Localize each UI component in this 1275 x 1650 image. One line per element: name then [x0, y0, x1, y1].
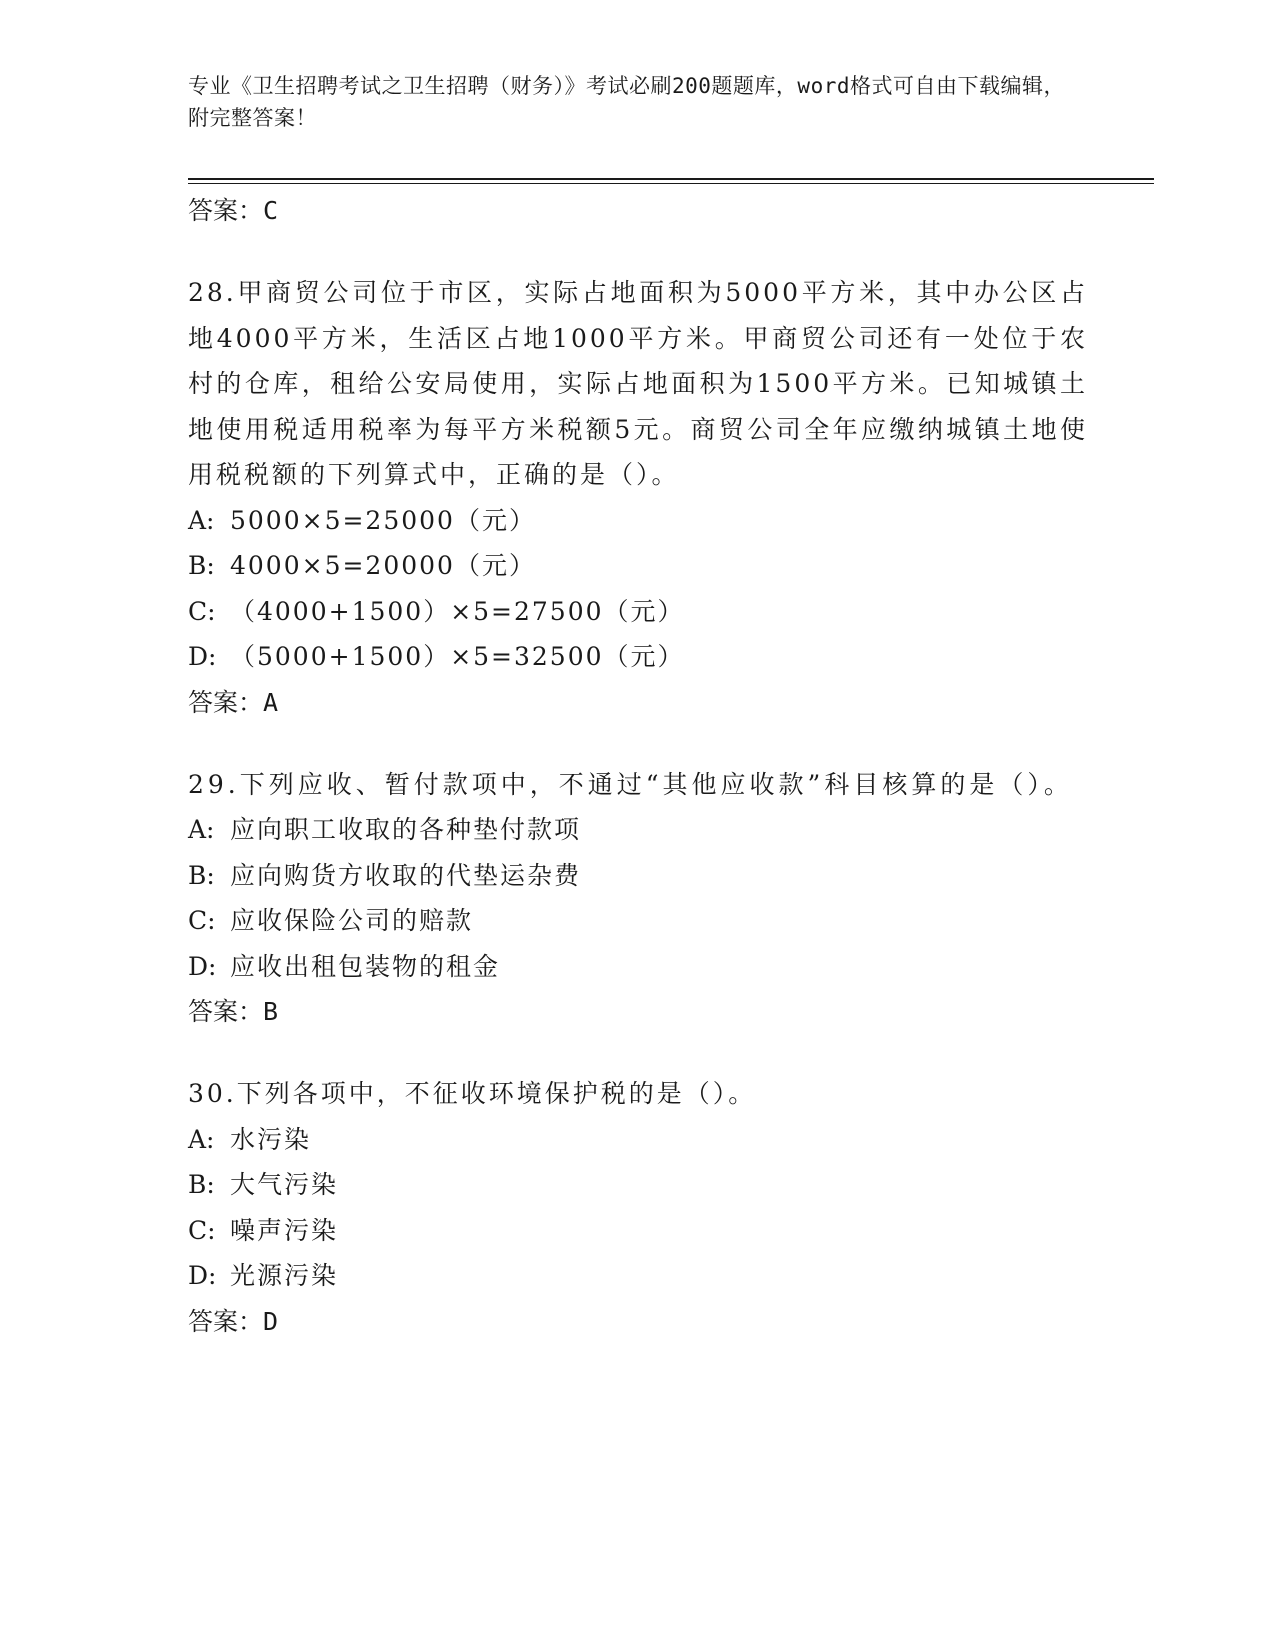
option-text: 噪声污染 [230, 1215, 339, 1245]
option-text: 应收出租包装物的租金 [230, 951, 501, 981]
option-text: 水污染 [230, 1124, 312, 1154]
prev-answer: 答案：C [188, 196, 279, 225]
question-30 [188, 1071, 1088, 1345]
option-text: 大气污染 [230, 1170, 339, 1199]
option-text: 应收保险公司的赔款 [230, 906, 474, 935]
option-c [188, 589, 1088, 635]
option-label: C: [188, 906, 216, 935]
option-label: B: [188, 1170, 215, 1199]
header-rule-thin [188, 183, 1154, 184]
option-label: D: [188, 642, 217, 671]
option-label: D: [188, 1261, 217, 1290]
option-label: B: [188, 551, 215, 580]
question-29 [188, 762, 1088, 1036]
option-label: C: [188, 1215, 216, 1245]
page-header: 专业《卫生招聘考试之卫生招聘（财务）》考试必刷200题题库，word格式可自由下载编辑，附完整答案！ [188, 74, 1065, 130]
option-c [188, 898, 1088, 944]
option-label: D: [188, 951, 217, 981]
option-label: C: [188, 596, 216, 626]
question-list [188, 188, 1088, 1345]
option-label: A: [188, 1124, 215, 1154]
option-c [188, 1208, 1088, 1254]
option-d [188, 1253, 1088, 1299]
question-stem: 30.下列各项中，不征收环境保护税的是（）。 [188, 1079, 757, 1108]
option-d [188, 634, 1088, 680]
option-b [188, 853, 1088, 899]
question-stem: 29.下列应收、暂付款项中，不通过“其他应收款”科目核算的是（）。 [188, 769, 1073, 799]
question-answer: 答案：A [188, 687, 279, 717]
option-text: （4000+1500）×5=27500（元） [230, 596, 685, 626]
option-b [188, 543, 1088, 589]
option-label: B: [188, 860, 215, 890]
option-label: A: [188, 815, 215, 844]
option-text: 4000×5=20000（元） [230, 551, 536, 580]
option-text: 5000×5=25000（元） [230, 505, 536, 535]
question-answer: 答案：D [188, 1306, 279, 1336]
option-d [188, 944, 1088, 990]
question-28 [188, 270, 1088, 726]
option-a [188, 498, 1088, 544]
question-answer: 答案：B [188, 997, 279, 1026]
option-text: （5000+1500）×5=32500（元） [230, 642, 685, 671]
header-rule-thick [188, 178, 1154, 180]
option-a [188, 1117, 1088, 1163]
question-stem: 28.甲商贸公司位于市区，实际占地面积为5000平方米，其中办公区占地4000平方米，生活区占地1000平方米。甲商贸公司还有一处位于农村的仓库，租给公安局使用，实际占地面积为1500平方米。已知城镇土地使用税适用税率为每平方米税额5元。商贸公司全年应缴纳城镇土地使用税税额的下列算式中，正确的是（）。 [188, 278, 1088, 489]
option-label: A: [188, 505, 215, 535]
option-a [188, 807, 1088, 853]
option-b [188, 1162, 1088, 1208]
option-text: 光源污染 [230, 1261, 339, 1290]
option-text: 应向职工收取的各种垫付款项 [230, 815, 582, 844]
option-text: 应向购货方收取的代垫运杂费 [230, 860, 582, 890]
